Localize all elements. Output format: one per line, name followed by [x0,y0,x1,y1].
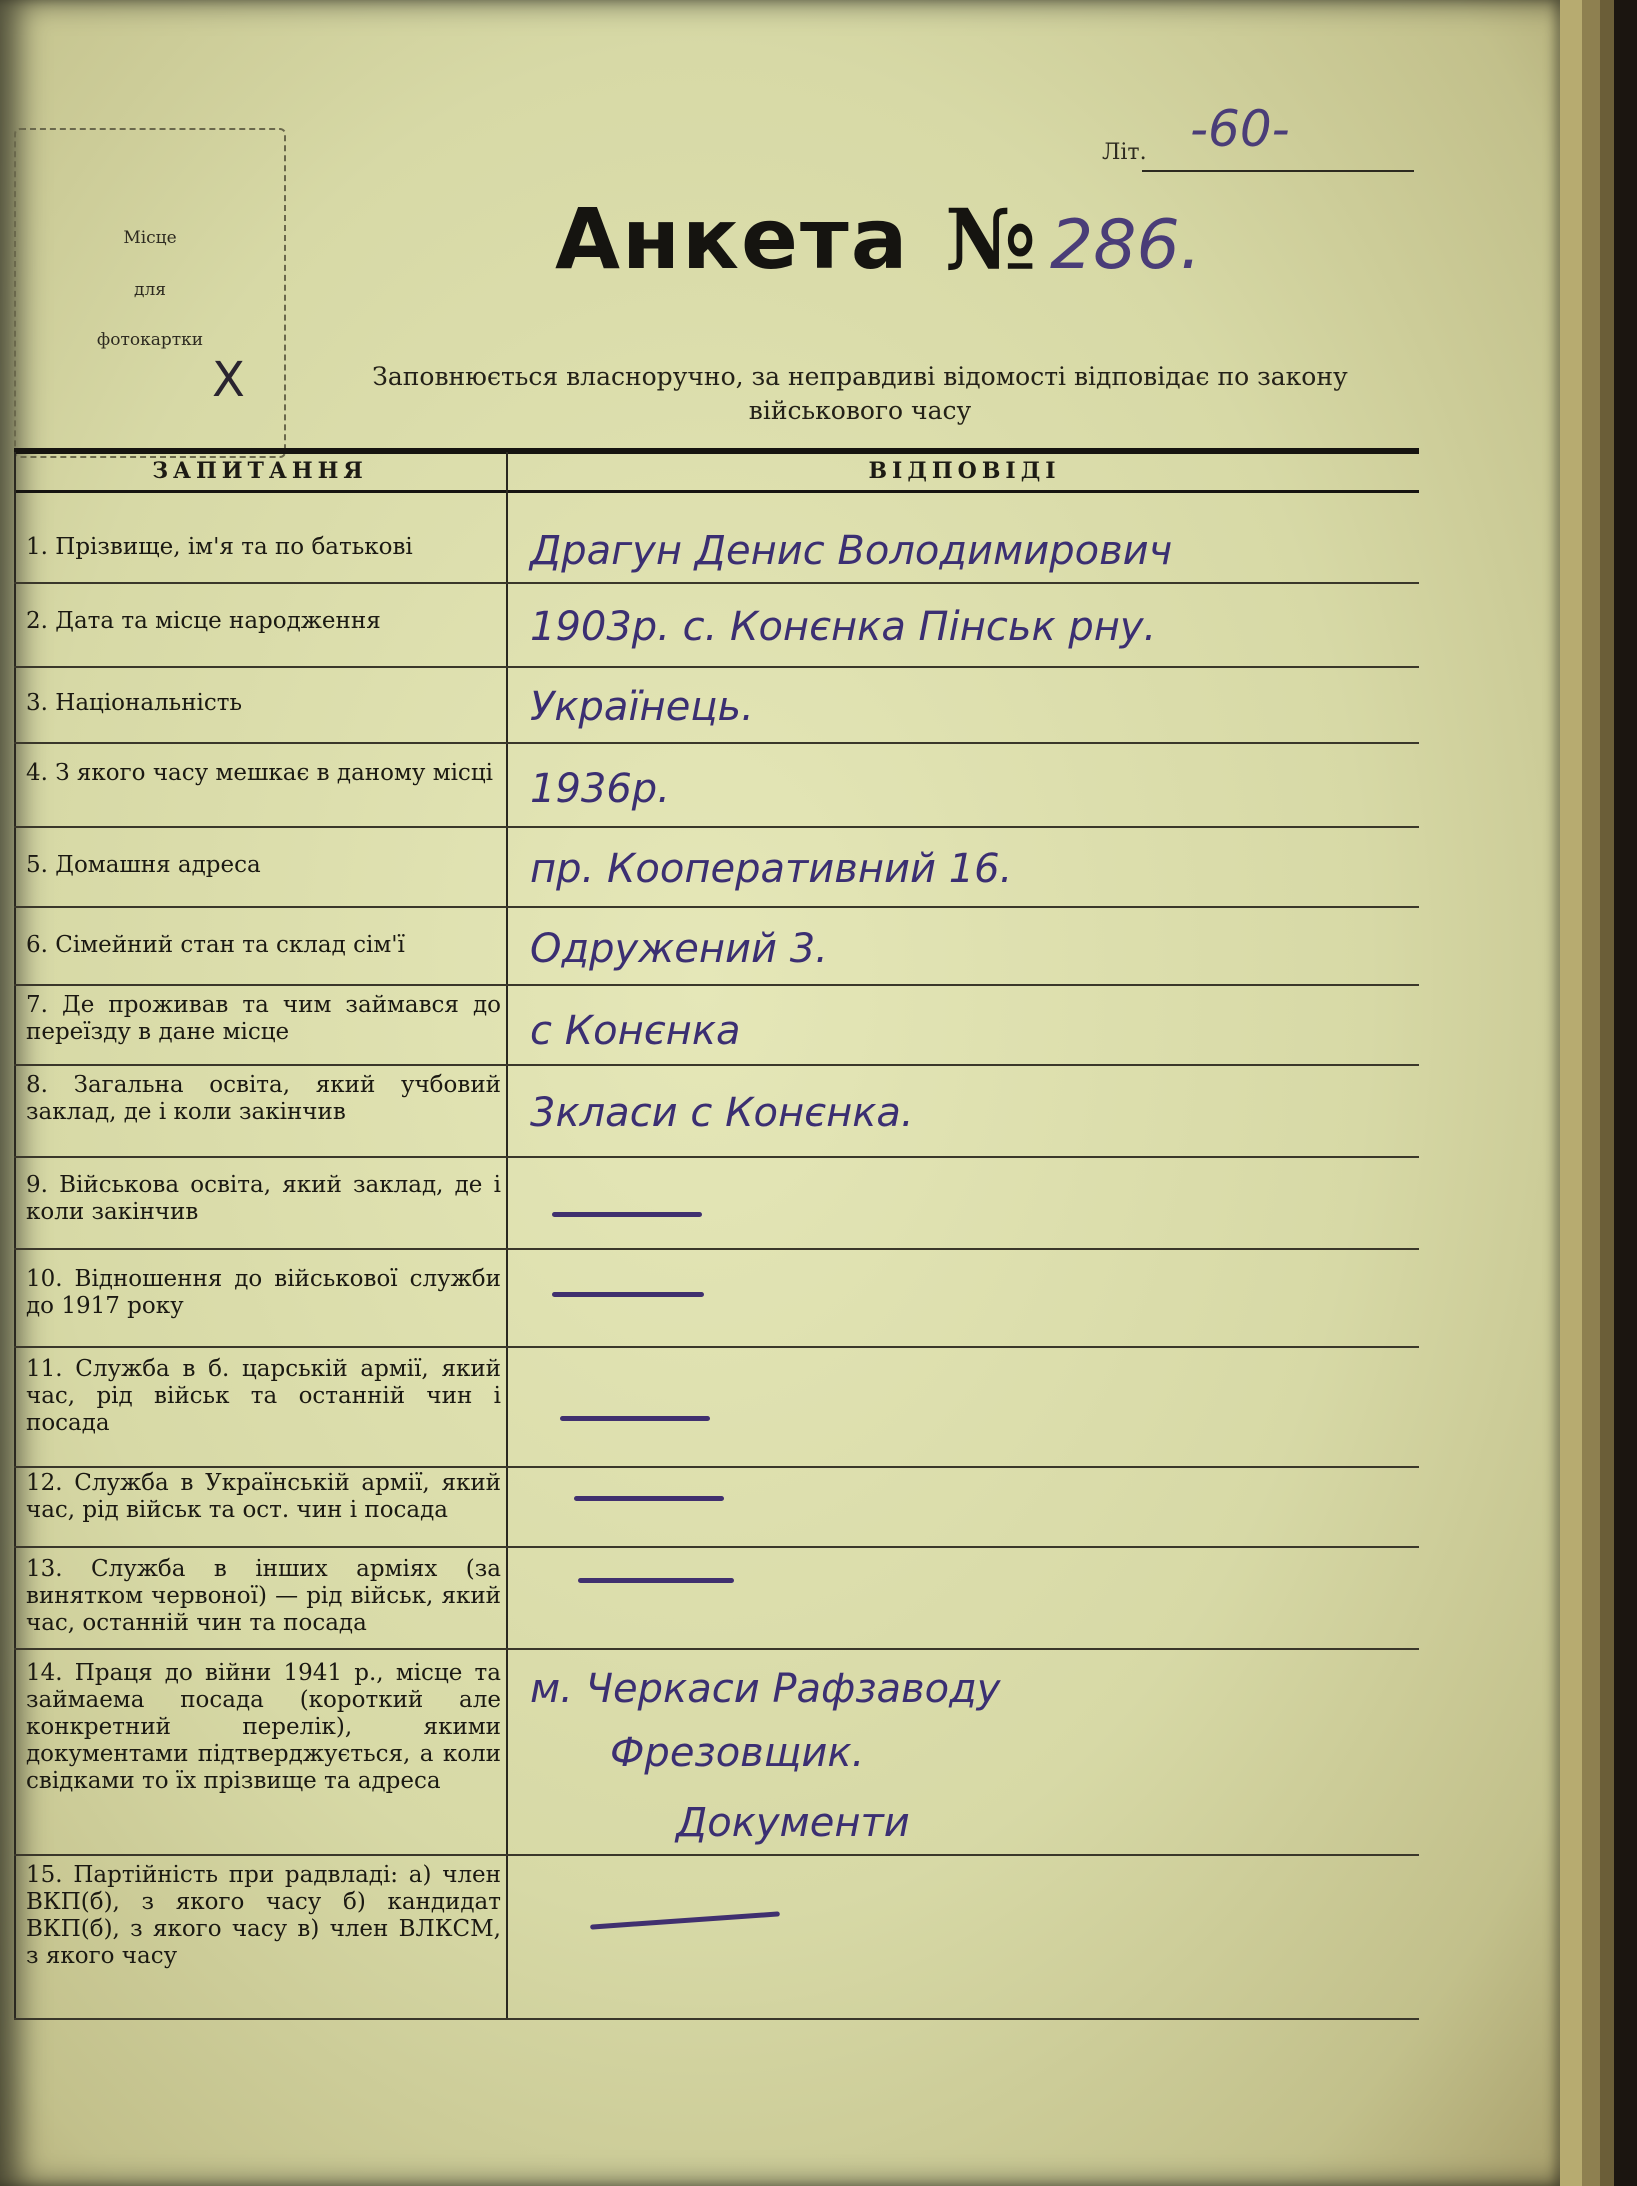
row-separator [14,742,1419,744]
answer-13-dash [578,1578,734,1583]
row-separator [14,666,1419,668]
answer-1: Драгун Денис Володимирович [530,528,1173,574]
row-separator [14,1064,1419,1066]
answer-14-line1: м. Черкаси Рафзаводу [530,1666,1001,1712]
column-header-answers: ВІДПОВІДІ [868,458,1061,484]
number-sign: № [945,190,1037,289]
row-separator [14,826,1419,828]
answer-14-line3: Документи [676,1800,910,1846]
question-13: 13. Служба в інших арміях (за винятком червоної) — рід військ, який час, останній чин та посада [26,1556,501,1636]
lit-label: Літ. [1102,140,1147,165]
answer-8: 3класи с Конєнка. [530,1090,914,1136]
row-separator [14,1156,1419,1158]
question-7: 7. Де проживав та чим займався до переїзду в дане місце [26,992,501,1045]
row-separator [14,984,1419,986]
question-1: 1. Прізвище, ім'я та по батькові [26,534,413,560]
photo-label-line1: Місце [123,228,177,248]
table-header-rule [14,490,1419,493]
form-number: 286. [1050,206,1202,285]
row-separator [14,2018,1419,2020]
question-15: 15. Партійність при радвладі: а) член ВКП(б), з якого часу б) кандидат ВКП(б), з якого часу в) член ВЛКСМ, з якого часу [26,1862,501,1969]
photo-label-line3: фотокартки [96,330,204,350]
answer-4: 1936р. [530,766,670,812]
table-top-rule [14,448,1419,454]
answer-6: Одружений 3. [530,926,828,972]
row-separator [14,1854,1419,1856]
page-edge [1560,0,1582,2186]
question-10: 10. Відношення до військової служби до 1917 року [26,1266,501,1319]
page-edge [1600,0,1614,2186]
column-divider [506,452,508,2020]
row-separator [14,582,1419,584]
question-4: 4. З якого часу мешкає в даному місці [26,760,493,786]
answer-11-dash [560,1416,710,1421]
form-instructions: Заповнюється власноручно, за неправдиві відомості відповідає по закону військового часу [372,362,1348,425]
answer-12-dash [574,1496,724,1501]
question-2: 2. Дата та місце народження [26,608,381,634]
row-separator [14,1346,1419,1348]
column-header-questions: ЗАПИТАННЯ [152,458,368,484]
table-left-border [14,452,16,2020]
answer-9-dash [552,1212,702,1217]
row-separator [14,1248,1419,1250]
row-separator [14,906,1419,908]
answer-2: 1903р. с. Конєнка Пінськ рну. [530,604,1157,650]
question-3: 3. Національність [26,690,243,716]
photo-mark: X [212,352,245,408]
question-8: 8. Загальна освіта, який учбовий заклад, де і коли закінчив [26,1072,501,1125]
question-5: 5. Домашня адреса [26,852,261,878]
answer-5: пр. Кооперативний 16. [530,846,1013,892]
question-9: 9. Військова освіта, який заклад, де і коли закінчив [26,1172,501,1225]
answer-10-dash [552,1292,704,1297]
page-edge [1582,0,1600,2186]
question-12: 12. Служба в Українській армії, який час, рід військ та ост. чин і посада [26,1470,501,1523]
lit-underline [1142,170,1414,172]
answer-7: с Конєнка [530,1008,741,1054]
photo-placeholder-box [14,128,286,458]
question-11: 11. Служба в б. царській армії, який час, рід військ та останній чин і посада [26,1356,501,1436]
answer-14-line2: Фрезовщик. [610,1730,865,1776]
row-separator [14,1546,1419,1548]
form-title: Анкета [555,190,910,288]
question-6: 6. Сімейний стан та склад сім'ї [26,932,405,958]
row-separator [14,1648,1419,1650]
lit-value: -60- [1190,100,1290,158]
question-14: 14. Праця до війни 1941 р., місце та займаема посада (короткий але конкретний перелік), якими документами підтверджується, а коли свідками то їх прізвище та адреса [26,1660,501,1794]
answer-3: Українець. [530,684,754,730]
photo-label-line2: для [134,280,166,300]
row-separator [14,1466,1419,1468]
